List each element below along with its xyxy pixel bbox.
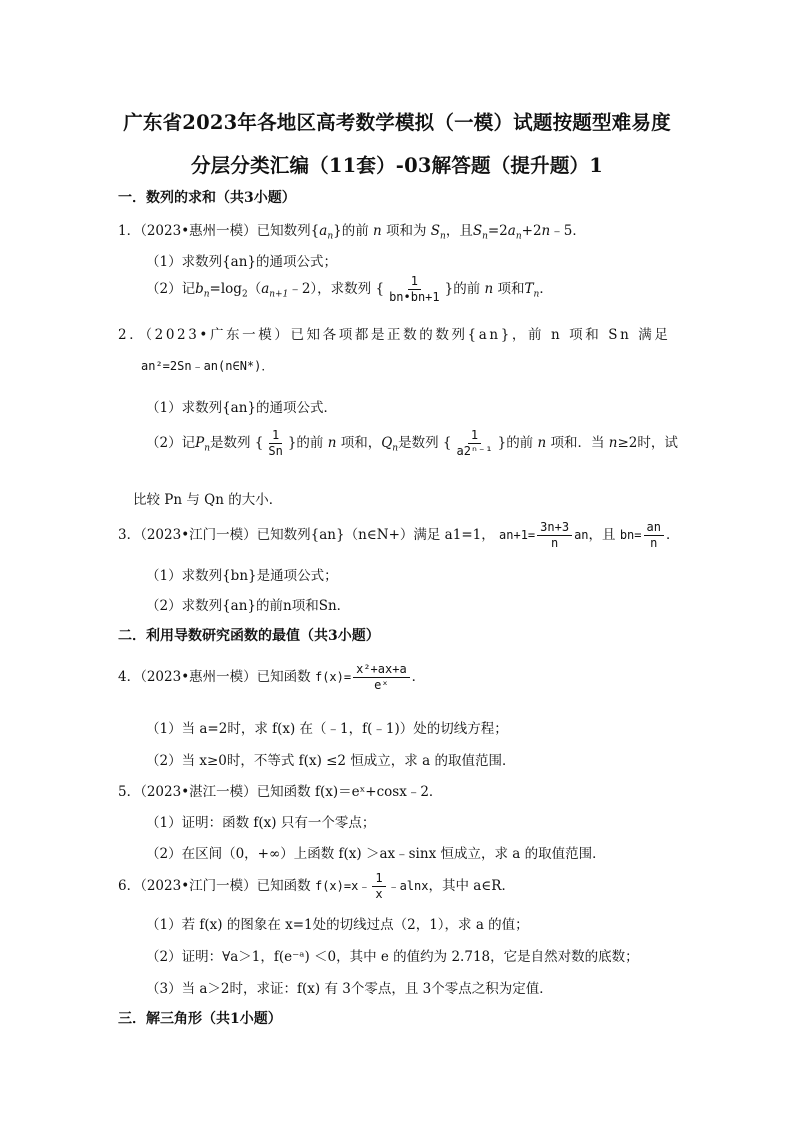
question-3-stem: 3．（2023•江门一模）已知数列{an}（n∈N+）满足 a1=1， an+1= $\frac{3n+3}{n}$ an，且 bn= $\frac{an}{n}$ ．: [118, 520, 680, 550]
question-4-part-2: （2）当 x≥0时，不等式 f(x) ≤2 恒成立，求 a 的取值范围．: [146, 753, 516, 769]
question-1-part-2: （2）记$b_n=\log_2(a_{n+1}﹣2)$，求数列 { $\frac{1}{bn•bn+1}$ }的前 n 项和$T_n$．: [146, 274, 553, 304]
section-heading-series-sum: 一．数列的求和（共3小题）: [118, 190, 296, 206]
question-4-part-1: （1）当 a=2时，求 f(x) 在（﹣1，f(﹣1)）处的切线方程；: [146, 721, 508, 737]
question-6-part-3: （3）当 a＞2时，求证：f(x) 有 3个零点，且 3个零点之积为定值．: [146, 981, 553, 997]
question-6-part-1: （1）若 f(x) 的图象在 x=1处的切线过点（2，1），求 a 的值；: [146, 917, 529, 933]
q3-recurrence-fraction: $\frac{3n+3}{n}$: [537, 520, 572, 551]
question-1-stem: 1．（2023•惠州一模）已知数列$\{a_n\}$的前 n 项和为 $S_n$，且$S_n=2a_n+2n﹣5$．: [118, 223, 586, 242]
question-3-part-2: （2）求数列{an}的前n项和Sn．: [146, 598, 351, 614]
question-4-stem: 4．（2023•惠州一模）已知函数 f(x)= $\frac{\text{x²+ax+a}}{\text{eˣ}}$ ．: [118, 662, 426, 692]
question-6-stem: 6．（2023•江门一模）已知函数 f(x)=x﹣ $\frac{1}{x}$ ﹣alnx，其中 a∈R．: [118, 871, 515, 901]
document-title-line-1: 广东省2023年各地区高考数学模拟（一模）试题按题型难易度: [123, 111, 671, 134]
question-3-part-1: （1）求数列{bn}是通项公式；: [146, 568, 338, 584]
q4-fraction: $\frac{\text{x²+ax+a}}{\text{eˣ}}$: [353, 662, 410, 693]
question-2-formula: an²=2Sn﹣an(n∈N*)．: [141, 359, 274, 373]
question-1-part-1: （1）求数列{an}的通项公式；: [146, 254, 338, 270]
question-5-part-2: （2）在区间（0，+∞）上函数 f(x) ＞ax﹣sinx 恒成立，求 a 的取值范围．: [146, 846, 606, 862]
q1-fraction: $\frac{1}{bn•bn+1}$: [389, 274, 440, 304]
question-2-part-2: （2）记$P_n$是数列 { $\frac{1}{Sn}$ }的前 n 项和，$Q_n$是数列 { $\frac{1}{\text{a2ⁿ⁻¹}}$ }的前 n 项和．当 n≥2时，试: [146, 428, 678, 458]
question-5-part-1: （1）证明：函数 f(x) 只有一个零点；: [146, 815, 376, 831]
document-title-line-2: 分层分类汇编（11套）-03解答题（提升题）1: [190, 154, 604, 177]
q2-fraction-2: $\frac{1}{\text{a2ⁿ⁻¹}}$: [456, 428, 493, 458]
question-2-part-2-continued: 比较 Pn 与 Qn 的大小．: [133, 492, 283, 508]
q2-fraction-1: $\frac{1}{Sn}$: [268, 428, 283, 458]
section-heading-triangle: 三．解三角形（共1小题）: [118, 1011, 282, 1027]
question-2-stem: 2．（2023•广东一模）已知各项都是正数的数列{an}，前 n 项和 Sn 满足: [118, 327, 671, 343]
question-5-stem: 5．（2023•湛江一模）已知函数 f(x)＝eˣ+cosx﹣2．: [118, 784, 443, 800]
q3-definition-fraction: $\frac{an}{n}$: [644, 520, 664, 551]
q6-fraction: $\frac{1}{x}$: [372, 871, 385, 902]
question-2-part-1: （1）求数列{an}的通项公式．: [146, 400, 338, 416]
question-6-part-2: （2）证明：∀a＞1，f(e⁻ᵃ) ＜0，其中 e 的值约为 2.718，它是自然对数的底数；: [146, 949, 639, 965]
section-heading-derivative-extrema: 二．利用导数研究函数的最值（共3小题）: [118, 628, 380, 644]
